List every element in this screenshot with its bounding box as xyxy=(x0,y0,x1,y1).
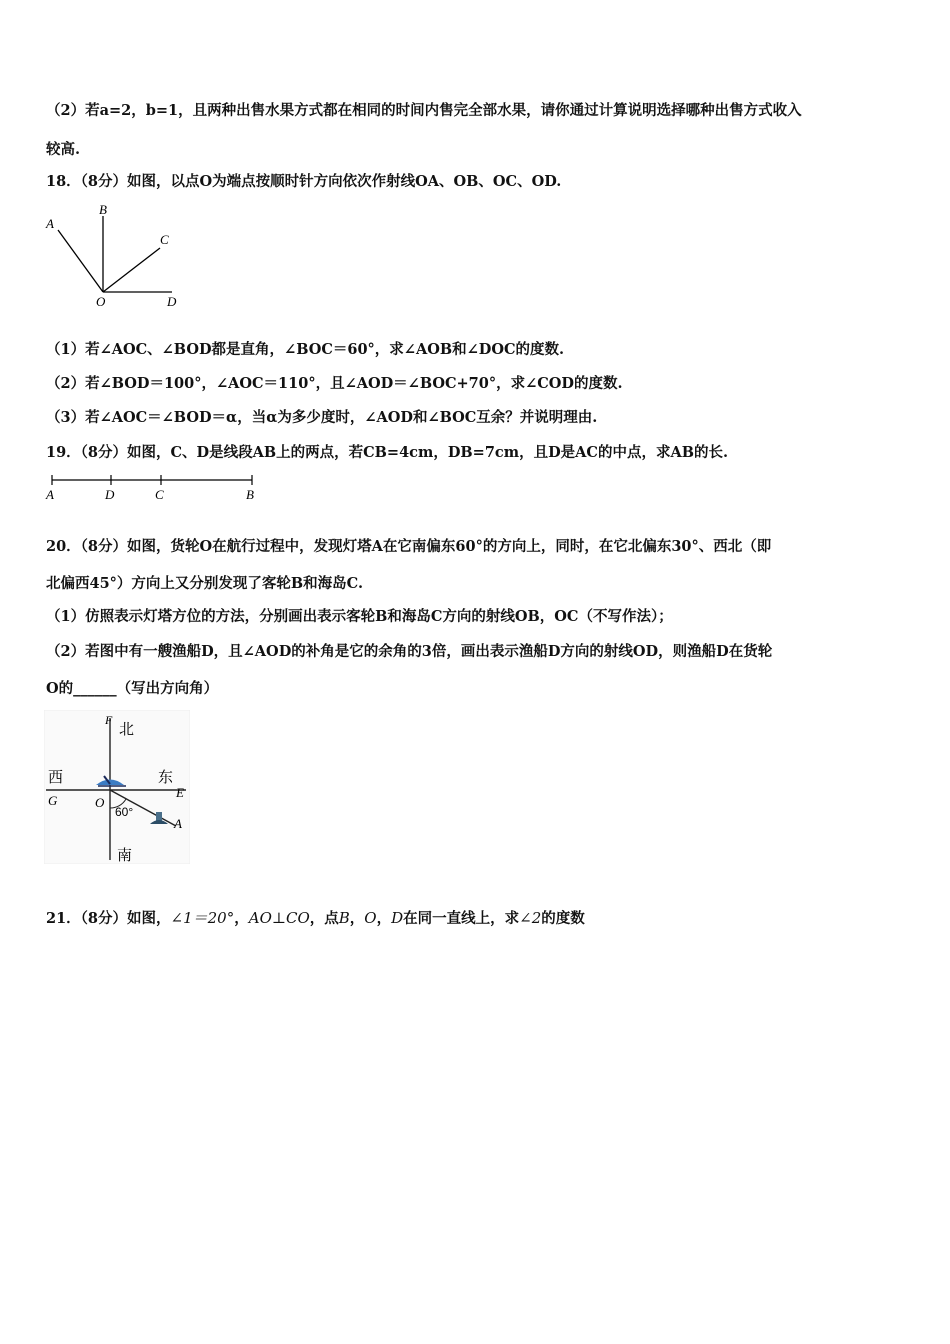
label-c: C xyxy=(155,487,164,502)
label-south: 南 xyxy=(117,846,133,864)
q17-part2-line1: （2）若a=2，b=1，且两种出售水果方式都在相同的时间内售完全部水果，请你通过计算说明选择哪种出售方式收入 xyxy=(46,102,802,119)
q21-sep1: ， xyxy=(234,910,249,927)
label-f: F xyxy=(105,713,113,727)
label-o: O xyxy=(96,294,106,309)
q20-part2-line1: （2）若图中有一艘渔船D，且∠AOD的补角是它的余角的3倍，画出表示渔船D方向的射线OD，则渔船D在货轮 xyxy=(46,643,773,660)
q20-stem-line2: 北偏西45°）方向上又分别发现了客轮B和海岛C. xyxy=(46,575,364,592)
label-d: D xyxy=(105,487,115,502)
q21-suffix1: 在同一直线上，求 xyxy=(403,910,520,927)
label-east: 东 xyxy=(158,768,174,786)
q18-part2: （2）若∠BOD＝100°，∠AOC＝110°，且∠AOD＝∠BOC+70°，求∠COD的度数. xyxy=(46,375,623,392)
label-north: 北 xyxy=(119,720,135,738)
label-angle: 60° xyxy=(115,805,134,819)
label-west: 西 xyxy=(48,768,64,786)
q20-compass-figure xyxy=(44,710,190,864)
ray-oa xyxy=(58,230,103,292)
q21-angle1: ∠1＝20° xyxy=(170,909,235,927)
label-a: A xyxy=(46,487,54,502)
q19-segment-figure xyxy=(40,470,270,506)
label-d: D xyxy=(167,294,177,309)
q18-part1: （1）若∠AOC、∠BOD都是直角，∠BOC＝60°，求∠AOB和∠DOC的度数. xyxy=(46,341,565,358)
q21-sep3: ， xyxy=(376,910,392,927)
q19-stem: 19．（8分）如图，C、D是线段AB上的两点，若CB=4cm，DB=7cm，且D是AC的中点，求AB的长. xyxy=(46,444,729,461)
q21-point-d: D xyxy=(391,909,404,927)
q21-point-b: B xyxy=(338,909,350,927)
q21-prefix: 21．（8分）如图， xyxy=(46,910,171,927)
q21-stem xyxy=(46,908,910,929)
q21-mid: ，点 xyxy=(309,910,339,927)
q18-stem: 18．（8分）如图，以点O为端点按顺时针方向依次作射线OA、OB、OC、OD. xyxy=(46,173,562,190)
q20-stem-line1: 20．（8分）如图，货轮O在航行过程中，发现灯塔A在它南偏东60°的方向上，同时，在它北偏东30°、西北（即 xyxy=(46,538,772,555)
label-c: C xyxy=(160,232,169,247)
q21-point-o: O xyxy=(364,909,377,927)
label-e: E xyxy=(176,785,184,800)
label-o: O xyxy=(95,795,105,810)
q21-suffix2: 的度数 xyxy=(541,910,585,927)
label-b: B xyxy=(99,202,107,217)
q21-perp: AO⊥CO xyxy=(248,909,310,927)
q20-part1: （1）仿照表示灯塔方位的方法，分别画出表示客轮B和海岛C方向的射线OB，OC（不写作法）； xyxy=(46,608,673,625)
label-g: G xyxy=(48,793,58,808)
q21-angle2: ∠2 xyxy=(519,909,542,927)
q17-part2-line2: 较高. xyxy=(46,141,81,158)
q18-part3: （3）若∠AOC＝∠BOD＝α，当α为多少度时，∠AOD和∠BOC互余？并说明理由. xyxy=(46,409,598,426)
ray-oc xyxy=(103,248,160,292)
label-b: B xyxy=(246,487,254,502)
q18-figure xyxy=(40,200,190,312)
q20-part2-line2: O的______（写出方向角） xyxy=(46,680,219,697)
q21-sep2: ， xyxy=(349,910,365,927)
label-a: A xyxy=(46,216,54,231)
label-a: A xyxy=(174,816,182,831)
